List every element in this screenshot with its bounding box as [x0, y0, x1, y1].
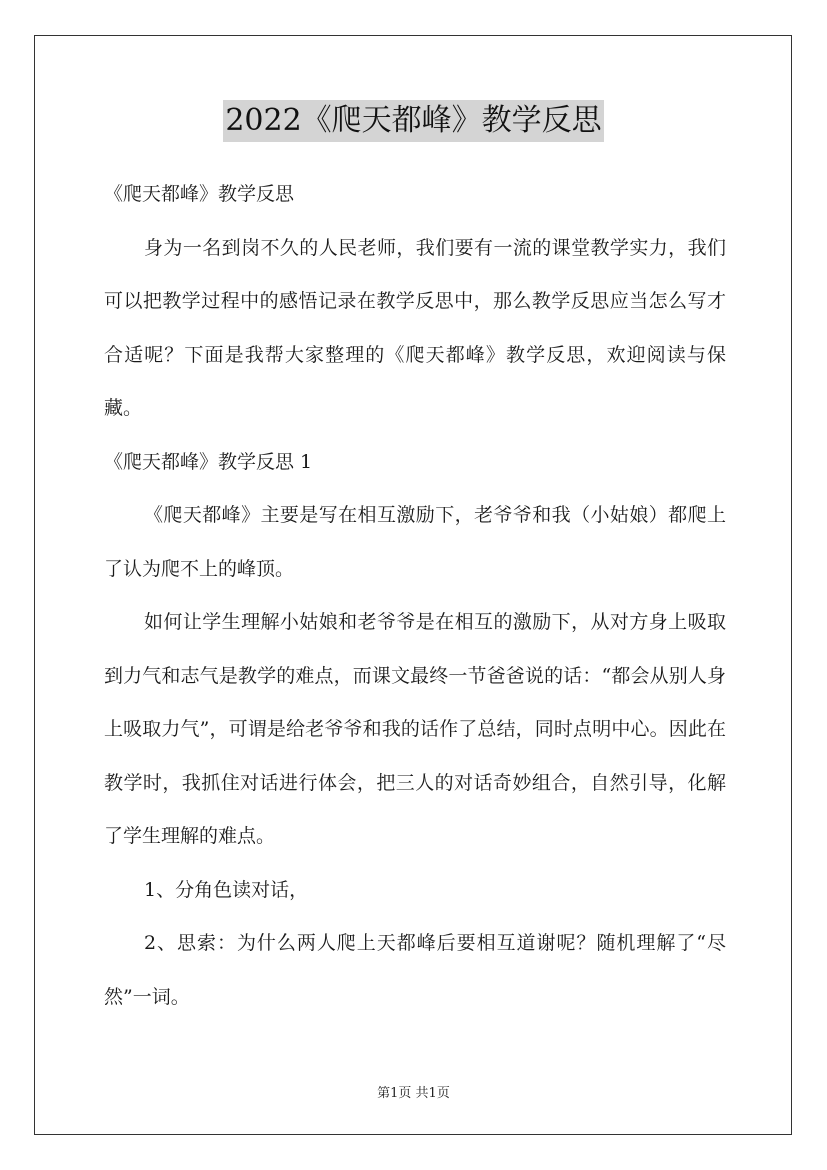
page-footer: 第1页 共1页 — [377, 1086, 450, 1101]
body-paragraph-2: 如何让学生理解小姑娘和老爷爷是在相互的激励下，从对方身上吸取到力气和志气是教学的难点，而课文最终一节爸爸说的话：“都会从别人身上吸取力气”，可谓是给老爷爷和我的话作了总结，同时点明中心。因此在教学时，我抓住对话进行体会，把三人的对话奇妙组合，自然引导，化解了学生理解的难点。 — [104, 611, 726, 847]
subtitle: 《爬天都峰》教学反思 — [104, 183, 295, 205]
section-heading: 《爬天都峰》教学反思 1 — [104, 450, 313, 473]
list-item-2: 2、思索：为什么两人爬上天都峰后要相互道谢呢？随机理解了“尽然”一词。 — [104, 932, 726, 1008]
document-body — [104, 168, 726, 1024]
document-title: 2022《爬天都峰》教学反思 — [223, 100, 603, 142]
title-container — [0, 100, 827, 142]
intro-paragraph: 身为一名到岗不久的人民老师，我们要有一流的课堂教学实力，我们可以把教学过程中的感悟记录在教学反思中，那么教学反思应当怎么写才合适呢？下面是我帮大家整理的《爬天都峰》教学反思，欢迎阅读与保藏。 — [104, 236, 726, 419]
list-item-1: 1、分角色读对话， — [144, 878, 309, 901]
body-paragraph-1: 《爬天都峰》主要是写在相互激励下，老爷爷和我（小姑娘）都爬上了认为爬不上的峰顶。 — [104, 504, 726, 580]
